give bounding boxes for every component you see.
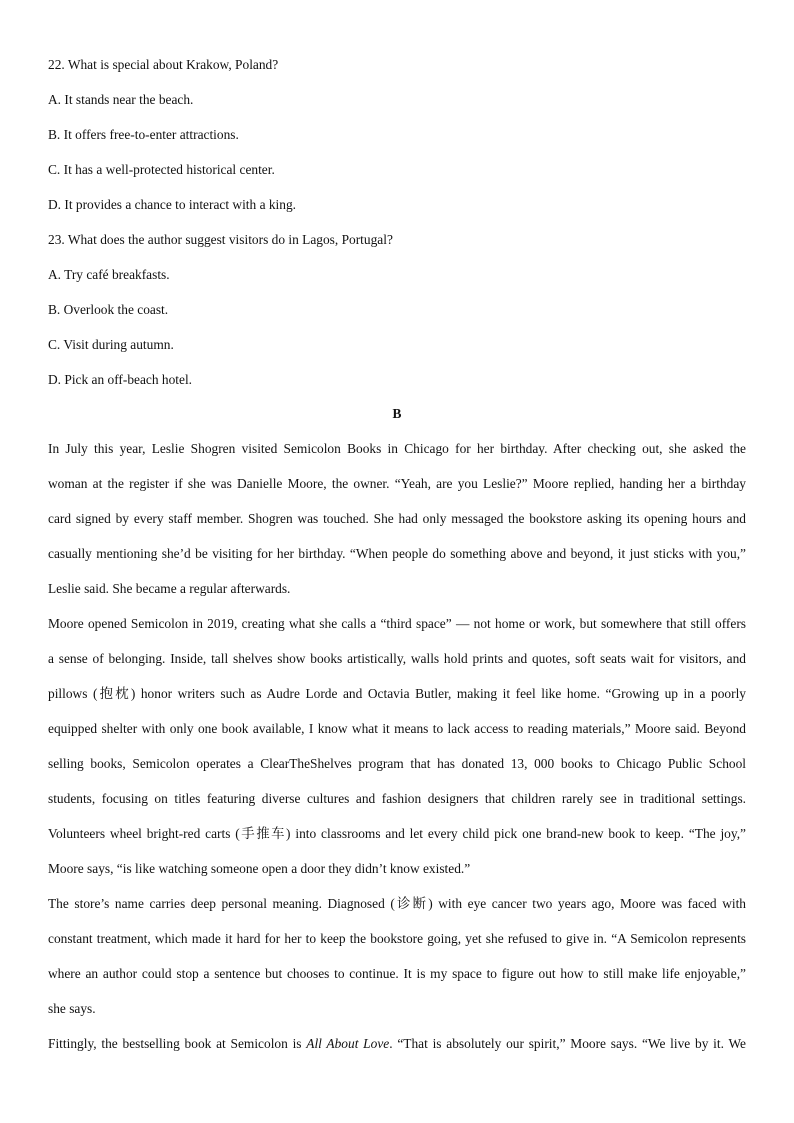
question-22-option-a: A. It stands near the beach. bbox=[48, 92, 194, 107]
passage-line: equipped shelter with only one book available, I know what it means to lack access to reading materials,” Moore said. Beyond bbox=[48, 721, 746, 736]
passage-line: Leslie said. She became a regular afterwards. bbox=[48, 581, 291, 596]
question-23-option-d: D. Pick an off-beach hotel. bbox=[48, 372, 193, 387]
passage-line: card signed by every staff member. Shogren was touched. She had only messaged the bookstore asking its opening hours and bbox=[48, 511, 746, 526]
passage-text: Fittingly, the bestselling book at Semicolon is bbox=[48, 1036, 307, 1051]
section-heading: B bbox=[392, 406, 402, 421]
passage-line: where an author could stop a sentence but chooses to continue. It is my space to figure out how to still make life enjoyable,” bbox=[48, 966, 746, 981]
question-22-option-c: C. It has a well-protected historical center. bbox=[48, 162, 275, 177]
passage-text: . “That is absolutely our spirit,” Moore says. “We live by it. We bbox=[389, 1036, 746, 1051]
question-23-stem: 23. What does the author suggest visitors do in Lagos, Portugal? bbox=[48, 232, 393, 247]
passage-line: The store’s name carries deep personal meaning. Diagnosed (诊断) with eye cancer two years ago, Moore was faced with bbox=[48, 896, 746, 911]
passage-line: casually mentioning she’d be visiting for her birthday. “When people do something above and beyond, it just sticks with you,” bbox=[48, 546, 746, 561]
question-22-option-b: B. It offers free-to-enter attractions. bbox=[48, 127, 239, 142]
passage-line: students, focusing on titles featuring diverse cultures and fashion designers that children rarely see in traditional settings. bbox=[48, 791, 746, 806]
passage-line: Volunteers wheel bright-red carts (手推车) into classrooms and let every child pick one brand-new book to keep. “The joy,” bbox=[48, 826, 746, 841]
passage-line: selling books, Semicolon operates a ClearTheShelves program that has donated 13, 000 books to Chicago Public School bbox=[48, 756, 746, 771]
question-23-option-a: A. Try café breakfasts. bbox=[48, 267, 170, 282]
question-22-option-d: D. It provides a chance to interact with a king. bbox=[48, 197, 297, 212]
passage-line: In July this year, Leslie Shogren visited Semicolon Books in Chicago for her birthday. After checking out, she asked the bbox=[48, 441, 746, 456]
passage-line: woman at the register if she was Danielle Moore, the owner. “Yeah, are you Leslie?” Moore replied, handing her a birthday bbox=[48, 476, 746, 491]
question-23-option-c: C. Visit during autumn. bbox=[48, 337, 174, 352]
passage-line: constant treatment, which made it hard for her to keep the bookstore going, yet she refused to give in. “A Semicolon represents bbox=[48, 931, 746, 946]
question-22-stem: 22. What is special about Krakow, Poland? bbox=[48, 57, 279, 72]
passage-line: Moore says, “is like watching someone open a door they didn’t know existed.” bbox=[48, 861, 471, 876]
passage-line: pillows (抱枕) honor writers such as Audre Lorde and Octavia Butler, making it feel like home. “Growing up in a poorly bbox=[48, 686, 746, 701]
passage-line: a sense of belonging. Inside, tall shelves show books artistically, walls hold prints and quotes, soft seats wait for visitors, and bbox=[48, 651, 746, 666]
passage-line: Moore opened Semicolon in 2019, creating what she calls a “third space” — not home or work, but somewhere that still offers bbox=[48, 616, 746, 631]
passage-line: she says. bbox=[48, 1001, 96, 1016]
question-23-option-b: B. Overlook the coast. bbox=[48, 302, 169, 317]
book-title: All About Love bbox=[306, 1036, 390, 1051]
passage-line-last bbox=[48, 1035, 746, 1053]
